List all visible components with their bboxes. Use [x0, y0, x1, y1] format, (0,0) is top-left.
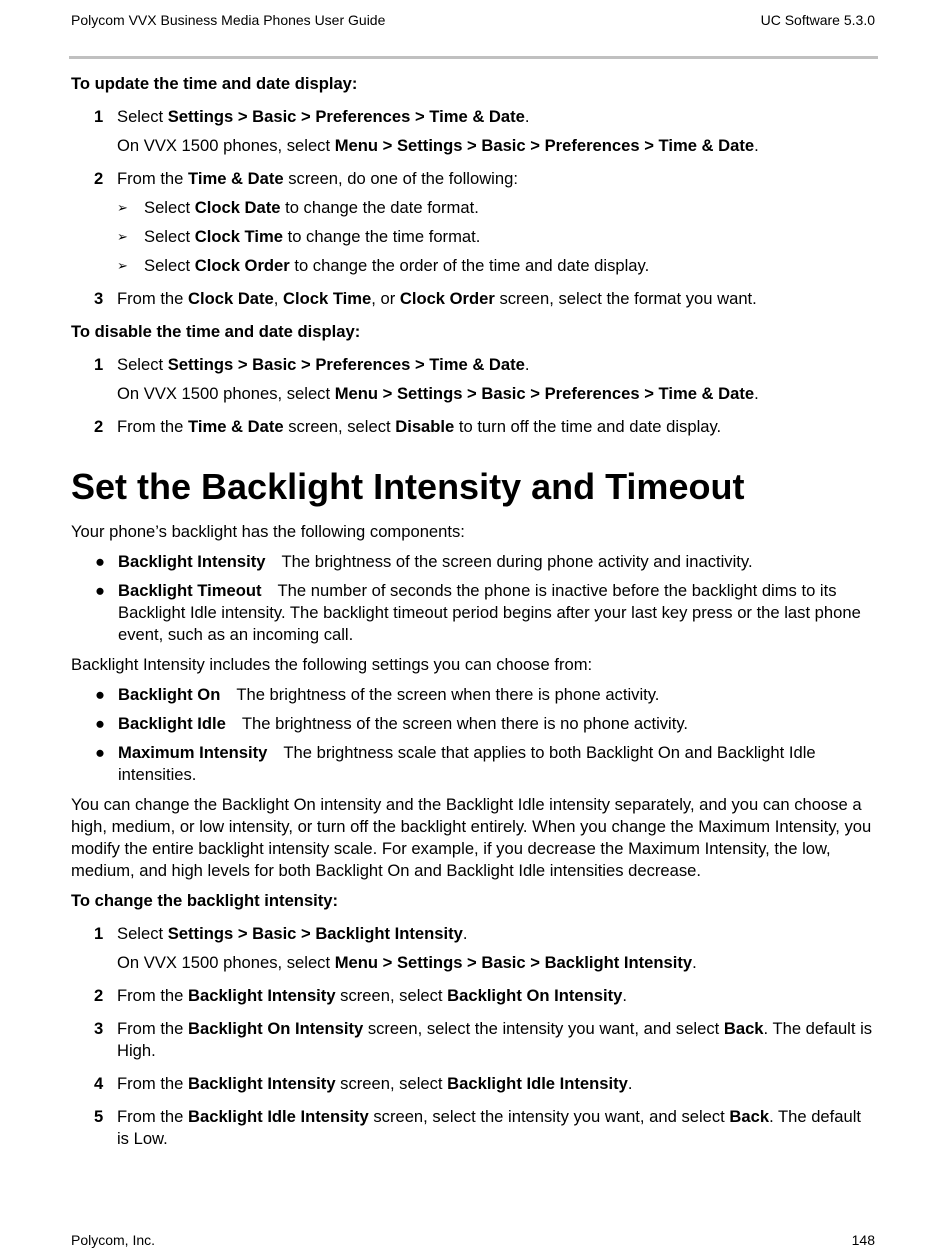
- procedure-title-update-time-date: To update the time and date display:: [71, 74, 358, 93]
- step-text: From the Time & Date screen, select Disable to turn off the time and date display.: [117, 417, 722, 436]
- procedure-title-disable-time-date: To disable the time and date display:: [71, 322, 361, 341]
- step-note-vvx1500: On VVX 1500 phones, select Menu > Settings > Basic > Preferences > Time & Date.: [117, 136, 759, 155]
- list-item: [71, 580, 876, 646]
- term: Backlight On: [118, 685, 221, 704]
- page-header: [71, 12, 875, 32]
- step-text: From the Backlight Idle Intensity screen, select the intensity you want, and select Back. The default is Low.: [117, 1107, 862, 1148]
- bullet-icon: ●: [95, 685, 106, 704]
- step: [71, 416, 876, 438]
- section-heading: Set the Backlight Intensity and Timeout: [71, 466, 745, 507]
- step-text: From the Backlight On Intensity screen, select the intensity you want, and select Back. The default is High.: [117, 1019, 873, 1060]
- step-text: From the Time & Date screen, do one of the following:: [117, 169, 518, 188]
- step-number: 5: [94, 1107, 104, 1126]
- procedure-steps-change-backlight: [71, 923, 876, 1150]
- page-footer: [71, 1232, 875, 1252]
- step-note-vvx1500: On VVX 1500 phones, select Menu > Settings > Basic > Backlight Intensity.: [117, 953, 697, 972]
- software-version: UC Software 5.3.0: [760, 12, 875, 28]
- page-content: [71, 73, 876, 1161]
- term: Maximum Intensity: [118, 743, 268, 762]
- step: [71, 985, 876, 1007]
- step: [71, 354, 876, 405]
- arrow-bullet-icon: ➢: [117, 258, 128, 273]
- procedure-steps-update-time-date: [71, 106, 876, 310]
- step: [71, 1106, 876, 1150]
- header-divider: [69, 56, 878, 59]
- bullet-icon: ●: [95, 581, 106, 600]
- step: [71, 1018, 876, 1062]
- step-number: 4: [94, 1074, 104, 1093]
- step-text: Select Settings > Basic > Backlight Intensity.: [117, 924, 468, 943]
- step-number: 1: [94, 107, 104, 126]
- bullet-icon: ●: [95, 743, 106, 762]
- step-number: 2: [94, 417, 104, 436]
- term-description: The brightness scale that applies to both Backlight On and Backlight Idle intensities.: [118, 743, 816, 784]
- procedure-steps-disable-time-date: [71, 354, 876, 438]
- step: [71, 923, 876, 974]
- backlight-settings-list: [71, 684, 876, 786]
- list-item: [71, 713, 876, 735]
- step-text: Select Settings > Basic > Preferences > Time & Date.: [117, 355, 530, 374]
- list-item: ➢ Select Clock Date to change the date format.: [117, 198, 479, 217]
- list-item: [71, 742, 876, 786]
- term: Backlight Timeout: [118, 581, 262, 600]
- page-number: 148: [851, 1232, 875, 1248]
- settings-intro: Backlight Intensity includes the following settings you can choose from:: [71, 655, 593, 674]
- company-name: Polycom, Inc.: [71, 1232, 156, 1248]
- procedure-title-change-backlight: To change the backlight intensity:: [71, 891, 339, 910]
- document-title: Polycom VVX Business Media Phones User Guide: [71, 12, 386, 28]
- step-note-vvx1500: On VVX 1500 phones, select Menu > Settings > Basic > Preferences > Time & Date.: [117, 384, 759, 403]
- step-number: 2: [94, 169, 104, 188]
- body-paragraph: You can change the Backlight On intensity and the Backlight Idle intensity separately, and you can choose a high, medium, or low intensity, or turn off the backlight entirely. When you change the Maximum Intensity, you modify the entire backlight intensity scale. For example, if you decrease the Maximum Intensity, the low, medium, and high levels for both Backlight On and Backlight Idle intensities decrease.: [71, 795, 872, 880]
- list-item: [71, 684, 876, 706]
- term-description: The brightness of the screen during phone activity and inactivity.: [281, 552, 753, 571]
- term: Backlight Idle: [118, 714, 226, 733]
- step-number: 2: [94, 986, 104, 1005]
- step-text: From the Backlight Intensity screen, select Backlight On Intensity.: [117, 986, 627, 1005]
- step: [71, 106, 876, 157]
- backlight-components-list: [71, 551, 876, 646]
- step-options: [117, 197, 876, 277]
- list-item: ➢ Select Clock Order to change the order of the time and date display.: [117, 256, 650, 275]
- arrow-bullet-icon: ➢: [117, 200, 128, 215]
- term: Backlight Intensity: [118, 552, 266, 571]
- step: [71, 288, 876, 310]
- step-number: 1: [94, 924, 104, 943]
- step: [71, 1073, 876, 1095]
- list-item: [71, 551, 876, 573]
- term-description: The brightness of the screen when there is phone activity.: [236, 685, 660, 704]
- step-text: From the Backlight Intensity screen, select Backlight Idle Intensity.: [117, 1074, 633, 1093]
- term-description: The brightness of the screen when there is no phone activity.: [241, 714, 689, 733]
- section-intro: Your phone’s backlight has the following components:: [71, 522, 465, 541]
- step: [71, 168, 876, 277]
- bullet-icon: ●: [95, 552, 106, 571]
- step-number: 3: [94, 289, 104, 308]
- arrow-bullet-icon: ➢: [117, 229, 128, 244]
- step-number: 3: [94, 1019, 104, 1038]
- step-text: From the Clock Date, Clock Time, or Clock Order screen, select the format you want.: [117, 289, 757, 308]
- list-item: ➢ Select Clock Time to change the time format.: [117, 227, 481, 246]
- bullet-icon: ●: [95, 714, 106, 733]
- step-number: 1: [94, 355, 104, 374]
- term-description: The number of seconds the phone is inactive before the backlight dims to its Backlight Idle intensity. The backlight timeout period begins after your last key press or the last phone event, such as an incoming call.: [118, 581, 861, 644]
- step-text: Select Settings > Basic > Preferences > Time & Date.: [117, 107, 530, 126]
